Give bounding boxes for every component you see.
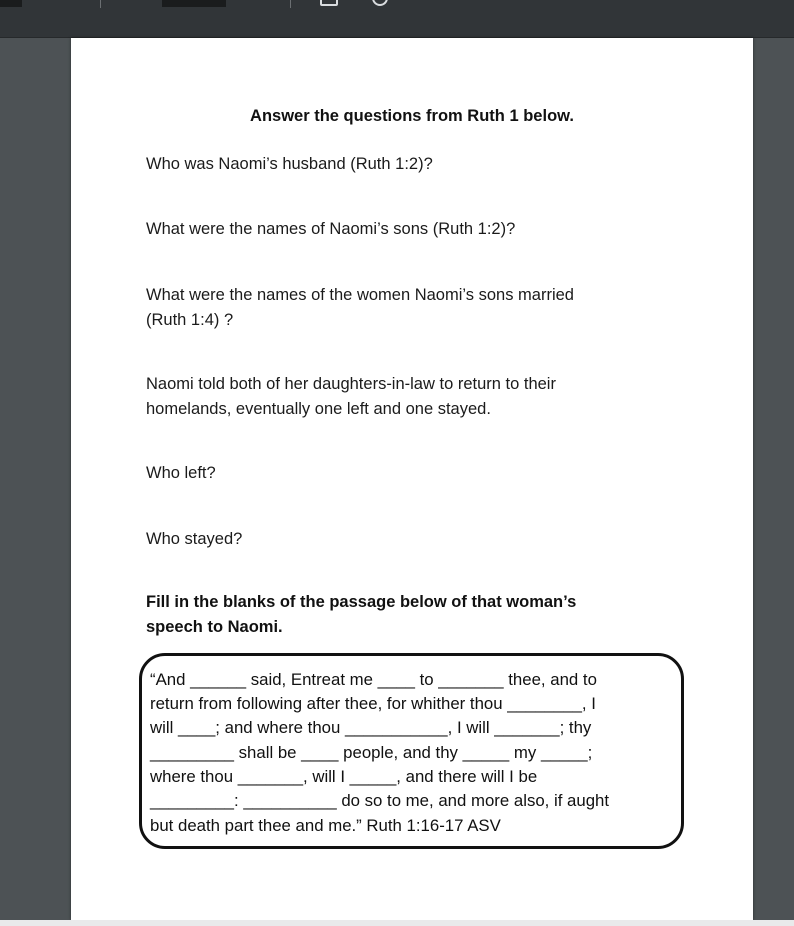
toolbar-separator [100, 0, 101, 8]
worksheet-heading: Answer the questions from Ruth 1 below. [250, 107, 574, 125]
passage-line: _________: __________ do so to me, and more also, if aught [150, 791, 610, 810]
passage-line: return from following after thee, for whither thou ________, I [150, 694, 596, 713]
passage-line: will ____; and where thou ___________, I will _______; thy [150, 718, 592, 737]
toolbar-page-box[interactable] [162, 0, 226, 7]
fill-heading-line-2: speech to Naomi. [146, 618, 283, 636]
passage-line: “And ______ said, Entreat me ____ to _______ thee, and to [150, 670, 597, 689]
fill-heading-line-1: Fill in the blanks of the passage below of that woman’s [146, 593, 577, 611]
question-wives-line-2: (Ruth 1:4) ? [146, 311, 234, 329]
passage-line: where thou _______, will I _____, and there will I be [150, 767, 538, 786]
rotate-icon[interactable] [372, 0, 388, 6]
naomi-statement-line-2: homelands, eventually one left and one stayed. [146, 400, 491, 418]
question-who-left: Who left? [146, 464, 216, 482]
passage-line: _________ shall be ____ people, and thy _____ my _____; [150, 743, 593, 762]
question-husband: Who was Naomi’s husband (Ruth 1:2)? [146, 155, 433, 173]
naomi-statement-line-1: Naomi told both of her daughters-in-law to return to their [146, 375, 556, 393]
toolbar-separator [290, 0, 291, 8]
question-who-stayed: Who stayed? [146, 530, 243, 548]
present-icon[interactable] [320, 0, 338, 6]
document-page [71, 38, 753, 920]
viewer-toolbar [0, 0, 794, 38]
question-wives-line-1: What were the names of the women Naomi’s sons married [146, 286, 574, 304]
toolbar-button-left[interactable] [0, 0, 22, 7]
passage-line: but death part thee and me.” Ruth 1:16-17 ASV [150, 816, 501, 835]
question-sons: What were the names of Naomi’s sons (Ruth 1:2)? [146, 220, 516, 238]
bottom-strip [0, 920, 794, 926]
